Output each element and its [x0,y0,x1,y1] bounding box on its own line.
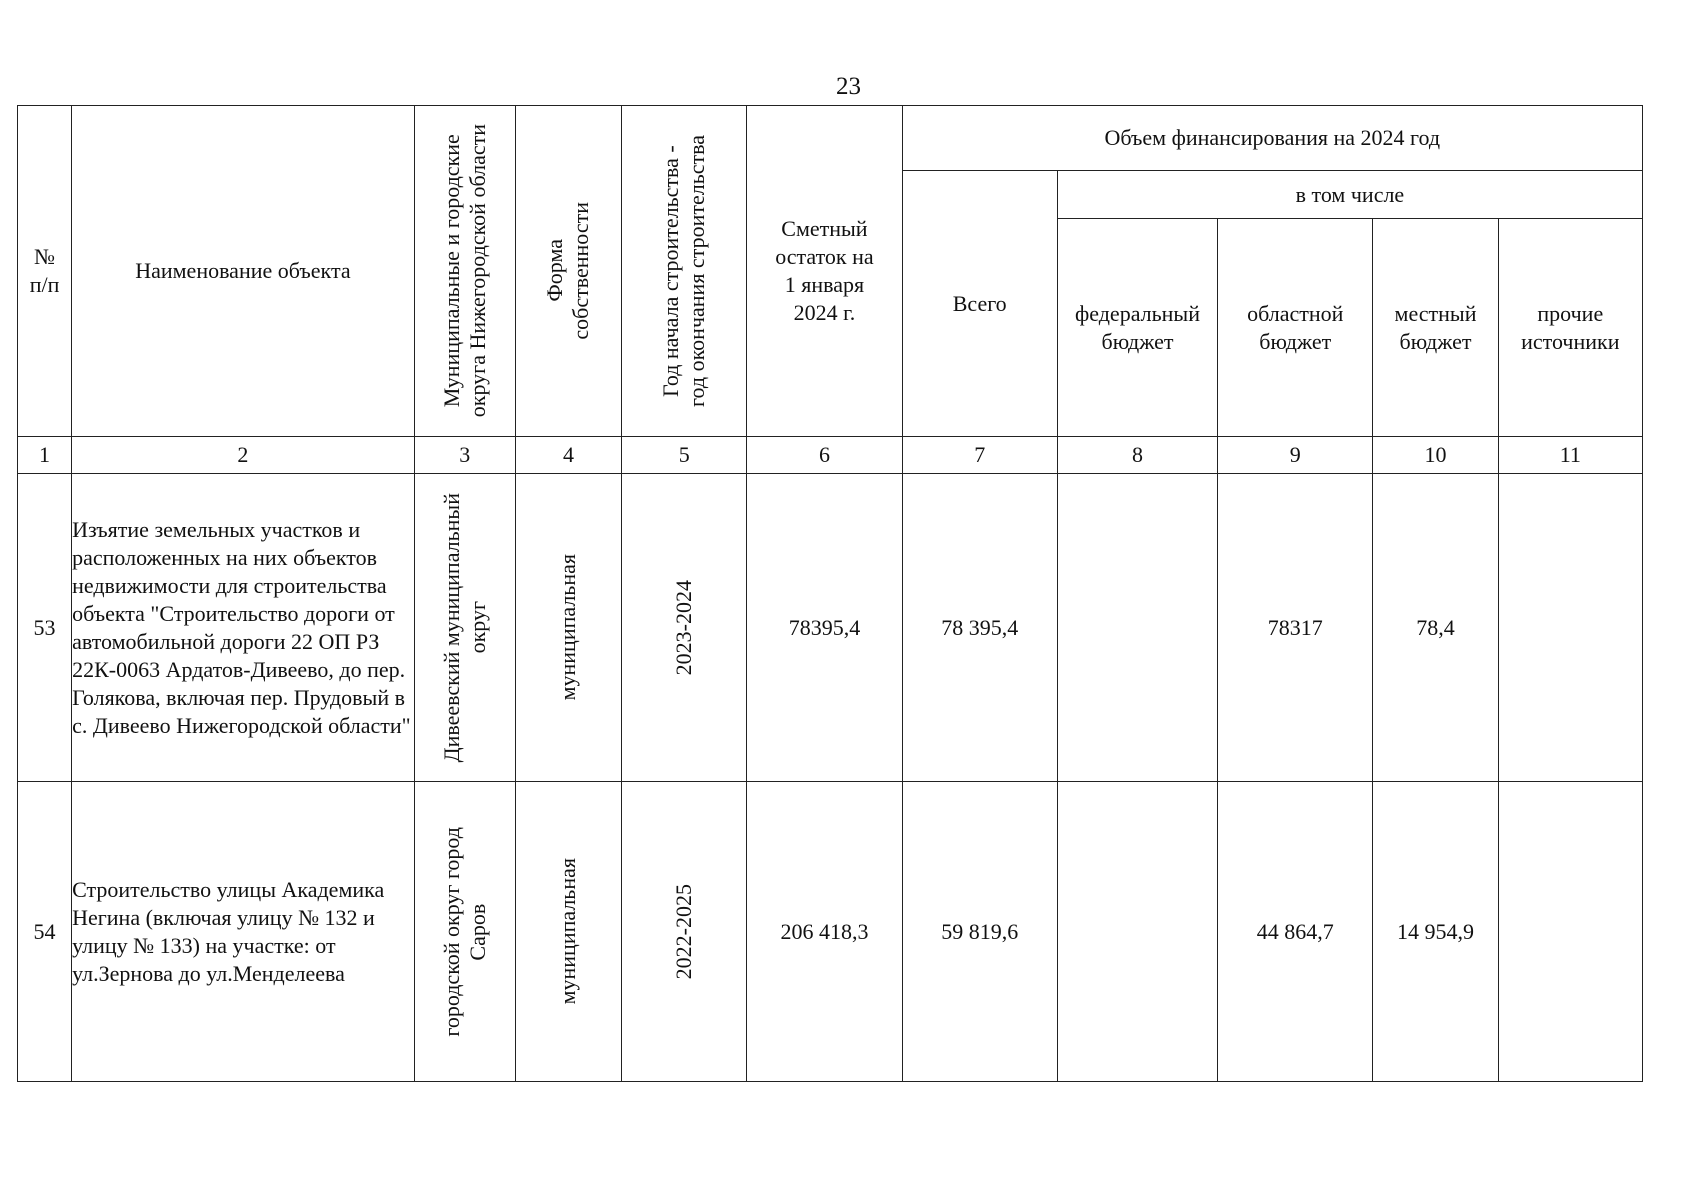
row-ownership: муниципальная [515,474,621,782]
row-remainder: 206 418,3 [747,782,902,1082]
row-years: 2022-2025 [622,782,747,1082]
header-other: прочие источники [1498,219,1642,437]
header-regional: областной бюджет [1218,219,1373,437]
header-ownership: Форма собственности [515,106,621,437]
header-num: № п/п [18,106,72,437]
row-regional: 78317 [1218,474,1373,782]
column-number: 2 [72,437,415,474]
header-years: Год начала строительства - год окончания строительства [622,106,747,437]
row-years: 2023-2024 [622,474,747,782]
row-ownership: муниципальная [515,782,621,1082]
row-federal [1057,782,1217,1082]
header-remainder: Сметный остаток на 1 января 2024 г. [747,106,902,437]
row-other [1498,474,1642,782]
header-municipality: Муниципальные и городские округа Нижегородской области [414,106,515,437]
financing-table [17,105,1643,1082]
column-number: 8 [1057,437,1217,474]
header-total: Всего [902,171,1057,437]
row-local: 78,4 [1373,474,1498,782]
page-number: 23 [836,73,861,100]
column-numbers-row [18,437,1643,474]
column-number: 6 [747,437,902,474]
row-num: 53 [18,474,72,782]
header-federal: федеральный бюджет [1057,219,1217,437]
row-total: 59 819,6 [902,782,1057,1082]
column-number: 10 [1373,437,1498,474]
row-regional: 44 864,7 [1218,782,1373,1082]
row-name: Строительство улицы Академика Негина (включая улицу № 132 и улицу № 133) на участке: от ул.Зернова до ул.Менделеева [72,782,415,1082]
column-number: 3 [414,437,515,474]
table-row [18,474,1643,782]
row-num: 54 [18,782,72,1082]
row-federal [1057,474,1217,782]
row-remainder: 78395,4 [747,474,902,782]
row-municipality: городской округ город Саров [414,782,515,1082]
column-number: 9 [1218,437,1373,474]
row-other [1498,782,1642,1082]
column-number: 11 [1498,437,1642,474]
row-name: Изъятие земельных участков и расположенных на них объектов недвижимости для строительства объекта "Строительство дороги от автомобильной дороги 22 ОП РЗ 22К-0063 Ардатов-Дивеево, до пер. Голякова, включая пер. Прудовый в с. Дивеево Нижегородской области" [72,474,415,782]
row-total: 78 395,4 [902,474,1057,782]
column-number: 5 [622,437,747,474]
column-number: 1 [18,437,72,474]
column-number: 4 [515,437,621,474]
header-including-group: в том числе [1057,171,1642,219]
table-row [18,782,1643,1082]
header-row-1 [18,106,1643,171]
header-funding-group: Объем финансирования на 2024 год [902,106,1642,171]
header-local: местный бюджет [1373,219,1498,437]
row-local: 14 954,9 [1373,782,1498,1082]
header-name: Наименование объекта [72,106,415,437]
row-municipality: Дивеевский муниципальный округ [414,474,515,782]
column-number: 7 [902,437,1057,474]
